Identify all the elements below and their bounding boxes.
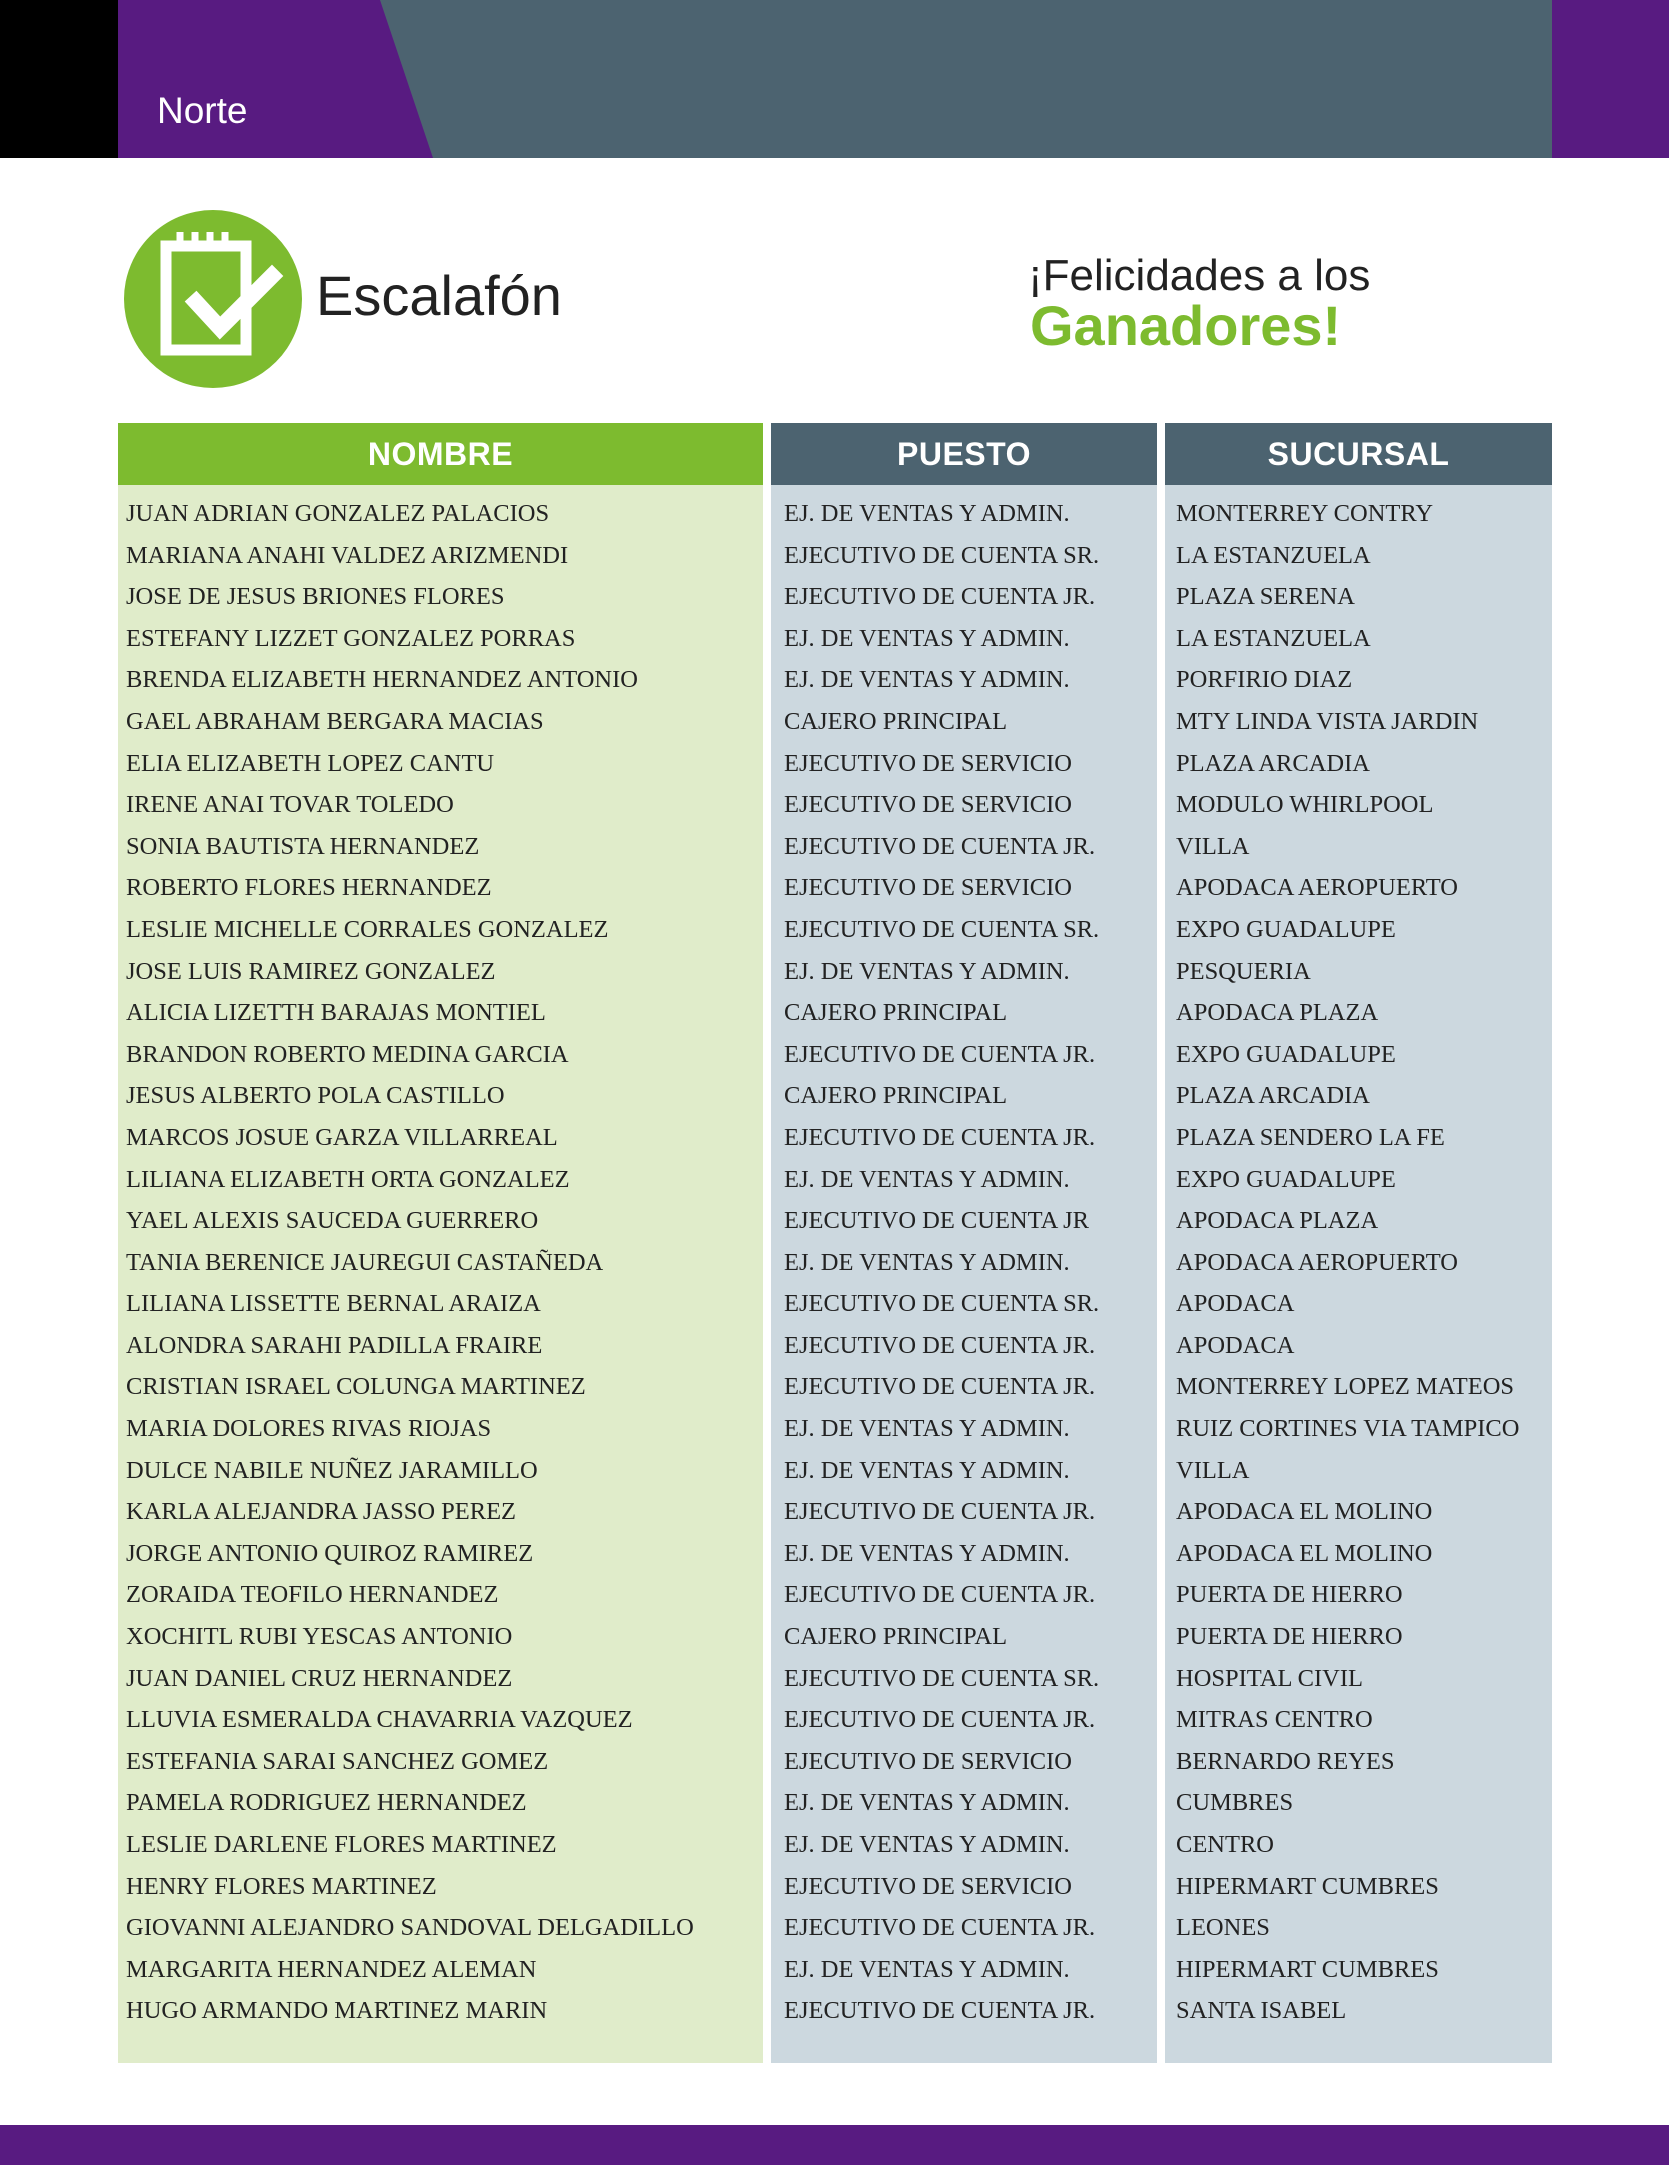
puesto-cell: CAJERO PRINCIPAL	[784, 999, 1008, 1027]
nombre-cell: ZORAIDA TEOFILO HERNANDEZ	[126, 1581, 499, 1609]
sucursal-cell: MITRAS CENTRO	[1176, 1706, 1373, 1734]
nombre-cell: BRENDA ELIZABETH HERNANDEZ ANTONIO	[126, 666, 638, 694]
sucursal-cell: MTY LINDA VISTA JARDIN	[1176, 707, 1479, 735]
sucursal-cell: APODACA	[1176, 1290, 1295, 1318]
puesto-cell: EJECUTIVO DE SERVICIO	[784, 791, 1072, 819]
column-puesto	[771, 423, 1157, 2063]
sucursal-cell: APODACA	[1176, 1331, 1295, 1359]
puesto-cell: EJECUTIVO DE CUENTA JR.	[784, 1373, 1096, 1401]
puesto-cell: EJECUTIVO DE CUENTA JR.	[784, 1123, 1096, 1151]
sucursal-cell: PESQUERIA	[1176, 957, 1311, 985]
notepad-check-icon	[124, 210, 302, 388]
sucursal-cell: EXPO GUADALUPE	[1176, 1040, 1396, 1068]
puesto-cell: EJECUTIVO DE SERVICIO	[784, 874, 1072, 902]
banner-purple-tab	[118, 0, 433, 158]
puesto-cell: EJECUTIVO DE CUENTA JR.	[784, 1997, 1096, 2025]
puesto-cell: EJ. DE VENTAS Y ADMIN.	[784, 500, 1070, 527]
sucursal-cell: LEONES	[1176, 1914, 1270, 1942]
sucursal-cell: APODACA PLAZA	[1176, 999, 1379, 1027]
puesto-cell: EJECUTIVO DE CUENTA JR.	[784, 583, 1096, 611]
list-nombre	[118, 485, 763, 2063]
nombre-cell: TANIA BERENICE JAUREGUI CASTAÑEDA	[126, 1248, 604, 1276]
nombre-cell: ALONDRA SARAHI PADILLA FRAIRE	[126, 1331, 543, 1359]
nombre-cell: IRENE ANAI TOVAR TOLEDO	[126, 791, 454, 819]
sucursal-cell: MODULO WHIRLPOOL	[1176, 791, 1434, 819]
puesto-cell: EJECUTIVO DE CUENTA JR.	[784, 1706, 1096, 1734]
nombre-cell: BRANDON ROBERTO MEDINA GARCIA	[126, 1040, 569, 1068]
sucursal-cell: PORFIRIO DIAZ	[1176, 666, 1353, 694]
sucursal-cell: PLAZA SERENA	[1176, 583, 1356, 611]
puesto-cell: EJECUTIVO DE CUENTA JR.	[784, 1498, 1096, 1526]
sucursal-cell: APODACA EL MOLINO	[1176, 1539, 1433, 1567]
nombre-cell: JOSE LUIS RAMIREZ GONZALEZ	[126, 957, 496, 985]
nombre-cell: ESTEFANIA SARAI SANCHEZ GOMEZ	[126, 1747, 549, 1775]
bottom-bar	[0, 2125, 1669, 2165]
puesto-cell: EJECUTIVO DE CUENTA JR.	[784, 1914, 1096, 1942]
header-sucursal: SUCURSAL	[1165, 423, 1552, 485]
sucursal-cell: CENTRO	[1176, 1831, 1274, 1858]
puesto-cell: EJECUTIVO DE SERVICIO	[784, 1747, 1072, 1775]
puesto-cell: EJ. DE VENTAS Y ADMIN.	[784, 1789, 1070, 1817]
nombre-cell: LILIANA LISSETTE BERNAL ARAIZA	[126, 1290, 541, 1318]
nombre-cell: KARLA ALEJANDRA JASSO PEREZ	[126, 1498, 517, 1526]
sucursal-cell: PUERTA DE HIERRO	[1176, 1623, 1403, 1651]
puesto-cell: EJECUTIVO DE CUENTA JR.	[784, 1331, 1096, 1359]
nombre-cell: DULCE NABILE NUÑEZ JARAMILLO	[126, 1456, 538, 1484]
nombre-cell: LESLIE MICHELLE CORRALES GONZALEZ	[126, 915, 609, 943]
nombre-cell: HENRY FLORES MARTINEZ	[126, 1872, 437, 1900]
banner-black-block	[0, 0, 118, 158]
nombre-cell: XOCHITL RUBI YESCAS ANTONIO	[126, 1623, 513, 1651]
puesto-cell: EJECUTIVO DE SERVICIO	[784, 1872, 1072, 1900]
sucursal-cell: APODACA PLAZA	[1176, 1207, 1379, 1235]
puesto-cell: EJECUTIVO DE CUENTA JR	[784, 1207, 1089, 1235]
nombre-cell: ALICIA LIZETTH BARAJAS MONTIEL	[126, 999, 546, 1027]
sucursal-cell: PUERTA DE HIERRO	[1176, 1581, 1403, 1609]
puesto-cell: EJECUTIVO DE SERVICIO	[784, 749, 1072, 777]
sucursal-cell: PLAZA ARCADIA	[1176, 1082, 1370, 1110]
nombre-cell: JESUS ALBERTO POLA CASTILLO	[126, 1082, 505, 1110]
nombre-cell: JOSE DE JESUS BRIONES FLORES	[126, 583, 505, 611]
nombre-cell: GIOVANNI ALEJANDRO SANDOVAL DELGADILLO	[126, 1914, 694, 1942]
puesto-cell: CAJERO PRINCIPAL	[784, 1623, 1008, 1651]
nombre-cell: GAEL ABRAHAM BERGARA MACIAS	[126, 707, 544, 735]
puesto-cell: EJ. DE VENTAS Y ADMIN.	[784, 957, 1070, 985]
sucursal-cell: MONTERREY CONTRY	[1176, 500, 1434, 527]
nombre-cell: JUAN DANIEL CRUZ HERNANDEZ	[126, 1664, 513, 1692]
list-puesto	[771, 485, 1157, 2063]
header-puesto: PUESTO	[771, 423, 1157, 485]
sucursal-cell: VILLA	[1176, 832, 1250, 860]
congrats-line2: Ganadores!	[1030, 294, 1342, 357]
sucursal-cell: EXPO GUADALUPE	[1176, 1165, 1396, 1193]
column-sucursal	[1165, 423, 1552, 2063]
sucursal-cell: APODACA EL MOLINO	[1176, 1498, 1433, 1526]
puesto-cell: EJECUTIVO DE CUENTA JR.	[784, 832, 1096, 860]
puesto-cell: EJ. DE VENTAS Y ADMIN.	[784, 1831, 1070, 1858]
puesto-cell: EJ. DE VENTAS Y ADMIN.	[784, 1539, 1070, 1567]
puesto-cell: CAJERO PRINCIPAL	[784, 707, 1008, 735]
puesto-cell: EJECUTIVO DE CUENTA SR.	[784, 1664, 1100, 1692]
puesto-cell: EJECUTIVO DE CUENTA SR.	[784, 1290, 1100, 1318]
header-nombre: NOMBRE	[118, 423, 763, 485]
puesto-cell: EJECUTIVO DE CUENTA JR.	[784, 1040, 1096, 1068]
nombre-cell: JUAN ADRIAN GONZALEZ PALACIOS	[126, 500, 550, 527]
puesto-cell: EJ. DE VENTAS Y ADMIN.	[784, 1165, 1070, 1193]
puesto-cell: EJECUTIVO DE CUENTA SR.	[784, 915, 1100, 943]
sucursal-cell: LA ESTANZUELA	[1176, 541, 1371, 569]
sucursal-cell: PLAZA SENDERO LA FE	[1176, 1123, 1445, 1151]
nombre-cell: JORGE ANTONIO QUIROZ RAMIREZ	[126, 1539, 534, 1567]
sucursal-cell: HIPERMART CUMBRES	[1176, 1872, 1439, 1900]
sucursal-cell: RUIZ CORTINES VIA TAMPICO	[1176, 1415, 1520, 1443]
region-label: Norte	[157, 90, 248, 131]
nombre-cell: HUGO ARMANDO MARTINEZ MARIN	[126, 1997, 548, 2025]
nombre-cell: CRISTIAN ISRAEL COLUNGA MARTINEZ	[126, 1373, 586, 1401]
puesto-cell: EJ. DE VENTAS Y ADMIN.	[784, 666, 1070, 694]
nombre-cell: LILIANA ELIZABETH ORTA GONZALEZ	[126, 1165, 570, 1193]
nombre-cell: SONIA BAUTISTA HERNANDEZ	[126, 832, 480, 860]
puesto-cell: EJ. DE VENTAS Y ADMIN.	[784, 1955, 1070, 1983]
sucursal-cell: SANTA ISABEL	[1176, 1997, 1347, 2025]
nombre-cell: MARIANA ANAHI VALDEZ ARIZMENDI	[126, 541, 569, 569]
banner-purple-right	[1552, 0, 1669, 158]
puesto-cell: EJ. DE VENTAS Y ADMIN.	[784, 624, 1070, 652]
nombre-cell: MARGARITA HERNANDEZ ALEMAN	[126, 1955, 537, 1983]
nombre-cell: YAEL ALEXIS SAUCEDA GUERRERO	[126, 1207, 539, 1235]
list-sucursal	[1165, 485, 1552, 2063]
nombre-cell: LLUVIA ESMERALDA CHAVARRIA VAZQUEZ	[126, 1706, 633, 1734]
puesto-cell: EJ. DE VENTAS Y ADMIN.	[784, 1248, 1070, 1276]
column-nombre	[118, 423, 763, 2063]
sucursal-cell: HOSPITAL CIVIL	[1176, 1664, 1363, 1692]
sucursal-cell: LA ESTANZUELA	[1176, 624, 1371, 652]
nombre-cell: ELIA ELIZABETH LOPEZ CANTU	[126, 749, 495, 777]
sucursal-cell: PLAZA ARCADIA	[1176, 749, 1370, 777]
sucursal-cell: EXPO GUADALUPE	[1176, 915, 1396, 943]
puesto-cell: CAJERO PRINCIPAL	[784, 1082, 1008, 1110]
nombre-cell: PAMELA RODRIGUEZ HERNANDEZ	[126, 1789, 527, 1817]
nombre-cell: MARCOS JOSUE GARZA VILLARREAL	[126, 1123, 558, 1151]
sucursal-cell: APODACA AEROPUERTO	[1176, 1248, 1458, 1276]
sucursal-cell: APODACA AEROPUERTO	[1176, 874, 1458, 902]
nombre-cell: ESTEFANY LIZZET GONZALEZ PORRAS	[126, 624, 576, 652]
puesto-cell: EJECUTIVO DE CUENTA JR.	[784, 1581, 1096, 1609]
nombre-cell: MARIA DOLORES RIVAS RIOJAS	[126, 1415, 492, 1443]
congrats-line1: ¡Felicidades a los	[1028, 251, 1371, 300]
sucursal-cell: HIPERMART CUMBRES	[1176, 1955, 1439, 1983]
sucursal-cell: CUMBRES	[1176, 1789, 1294, 1817]
nombre-cell: ROBERTO FLORES HERNANDEZ	[126, 874, 492, 902]
sucursal-cell: VILLA	[1176, 1456, 1250, 1484]
puesto-cell: EJ. DE VENTAS Y ADMIN.	[784, 1456, 1070, 1484]
puesto-cell: EJECUTIVO DE CUENTA SR.	[784, 541, 1100, 569]
sucursal-cell: MONTERREY LOPEZ MATEOS	[1176, 1373, 1515, 1401]
section-title: Escalafón	[316, 264, 562, 327]
sucursal-cell: BERNARDO REYES	[1176, 1747, 1395, 1775]
nombre-cell: LESLIE DARLENE FLORES MARTINEZ	[126, 1831, 557, 1858]
puesto-cell: EJ. DE VENTAS Y ADMIN.	[784, 1415, 1070, 1443]
